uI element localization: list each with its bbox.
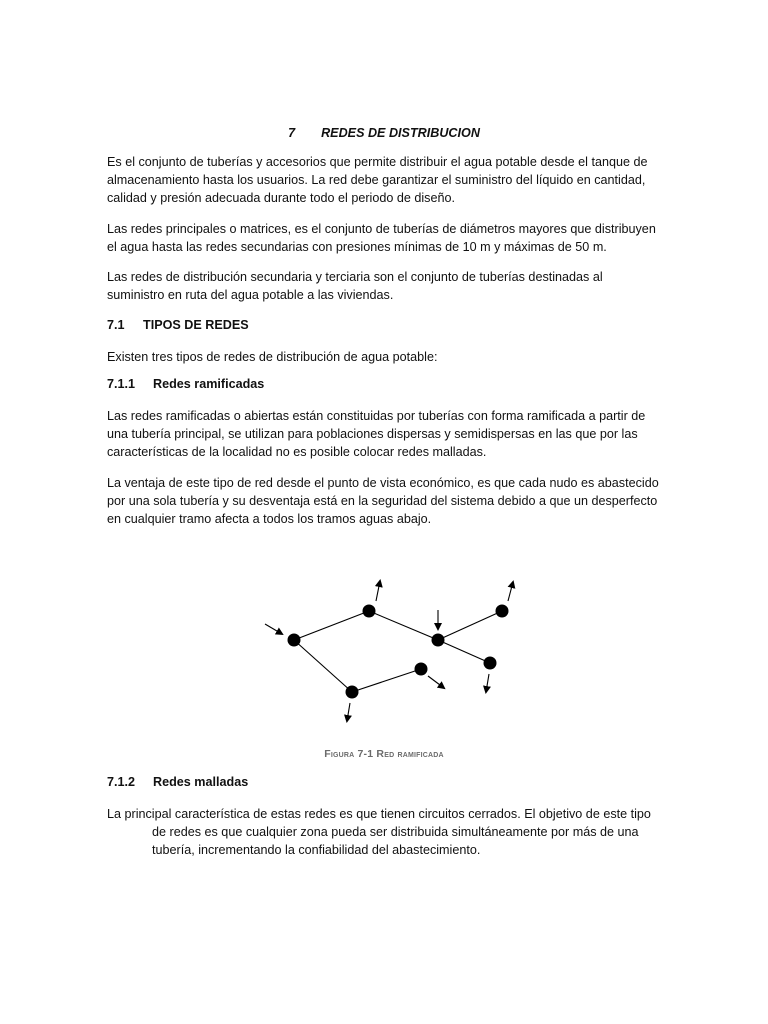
paragraph-branched-description: Las redes ramificadas o abiertas están constituidas por tuberías con forma ramificada a partir de una tubería principal, se utilizan para poblaciones dispersas y semidispersas en las que por las características de la localidad no es posible colocar redes malladas.	[107, 409, 646, 459]
outflow-arrow	[376, 581, 380, 601]
network-node	[484, 657, 497, 670]
paragraph-first-line: La principal característica de estas redes es que tienen circuitos cerrados. El objetivo de este tipo	[107, 807, 651, 821]
chapter-number: 7	[288, 126, 296, 140]
pipe-segment	[294, 611, 369, 640]
section-heading-7-1	[107, 318, 249, 332]
paragraph-secondary-networks: Las redes de distribución secundaria y terciaria son el conjunto de tuberías destinadas al suministro en ruta del agua potable a las viviendas.	[107, 270, 603, 302]
section-number: 7.1	[107, 318, 125, 332]
section-title: Redes ramificadas	[153, 377, 265, 391]
figure-caption: Figura 7-1 Red ramificada	[324, 748, 444, 760]
outflow-arrow	[428, 676, 444, 688]
paragraph-network-types: Existen tres tipos de redes de distribución de agua potable:	[107, 350, 438, 364]
network-nodes	[288, 605, 509, 699]
network-node	[346, 686, 359, 699]
section-title: Redes malladas	[153, 775, 249, 789]
network-node	[288, 634, 301, 647]
paragraph-branched-advantage: La ventaja de este tipo de red desde el punto de vista económico, es que cada nudo es abastecido por una sola tubería y su desventaja está en la seguridad del sistema debido a que un desperfecto en cualquier tramo afecta a todos los tramos aguas abajo.	[107, 476, 659, 526]
pipe-segment	[294, 640, 352, 692]
section-number: 7.1.1	[107, 377, 136, 391]
network-node	[363, 605, 376, 618]
chapter-heading	[0, 126, 768, 140]
branched-network-diagram	[255, 570, 525, 730]
section-heading-7-1-2	[107, 775, 248, 789]
paragraph-main-networks: Las redes principales o matrices, es el conjunto de tuberías de diámetros mayores que distribuyen el agua hasta las redes secundarias con presiones mínimas de 10 m y máximas de 50 m.	[107, 222, 656, 254]
inflow-arrow	[265, 624, 282, 634]
outflow-arrow	[486, 674, 489, 692]
flow-arrows	[265, 581, 513, 721]
chapter-title: REDES DE DISTRIBUCION	[321, 126, 480, 140]
pipe-segment	[438, 640, 490, 663]
pipe-segment	[369, 611, 438, 640]
network-node	[496, 605, 509, 618]
network-node	[415, 663, 428, 676]
section-title: TIPOS DE REDES	[143, 318, 249, 332]
pipe-segment	[352, 669, 421, 692]
pipe-lines	[294, 611, 502, 692]
paragraph-indented-lines: de redes es que cualquier zona pueda ser distribuida simultáneamente por más de una tubería, incrementando la confiabilidad del abastecimiento.	[152, 825, 639, 857]
network-node	[432, 634, 445, 647]
pipe-segment	[438, 611, 502, 640]
section-number: 7.1.2	[107, 775, 136, 789]
outflow-arrow	[347, 703, 350, 721]
outflow-arrow	[508, 582, 513, 601]
section-heading-7-1-1	[107, 377, 264, 391]
paragraph-definition: Es el conjunto de tuberías y accesorios que permite distribuir el agua potable desde el tanque de almacenamiento hasta los usuarios. La red debe garantizar el suministro del líquido en cantidad, calidad y presión adecuada durante todo el periodo de diseño.	[107, 155, 648, 205]
paragraph-meshed-networks	[107, 805, 662, 859]
